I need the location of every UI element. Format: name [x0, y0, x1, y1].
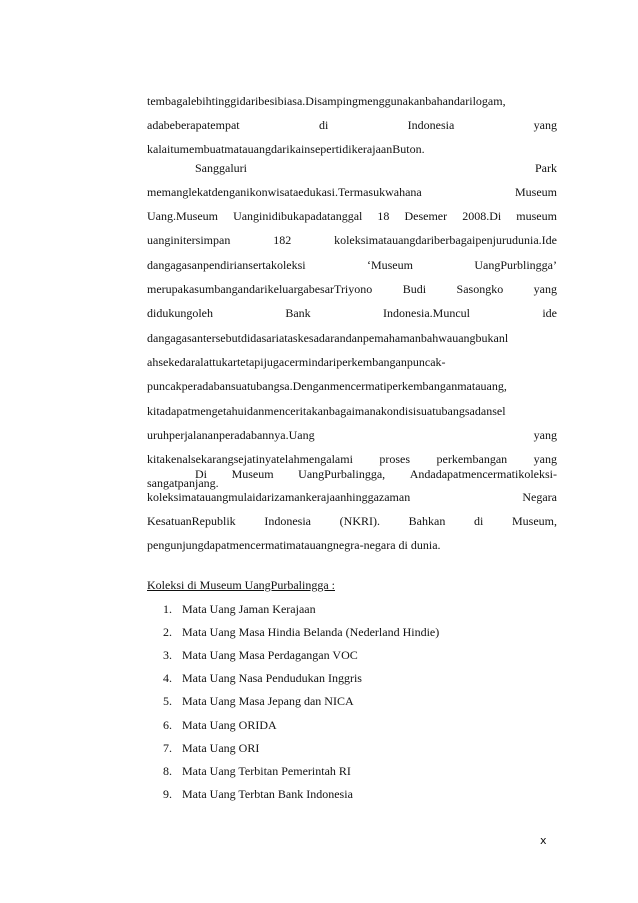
- text-word: uruhperjalananperadabannya.Uang: [147, 427, 315, 442]
- text-line: [147, 92, 557, 110]
- text-word: kalaitumembuatmatauangdarikainsepertidikerajaanButon.: [147, 141, 425, 156]
- text-word: Indonesia.Muncul: [383, 306, 470, 321]
- list-item-text: Mata Uang Masa Perdagangan VOC: [182, 647, 358, 662]
- text-word: KesatuanRepublik: [147, 513, 236, 528]
- text-line: [147, 183, 557, 201]
- text-word: Museum: [231, 466, 274, 481]
- list-item: [147, 786, 353, 804]
- list-item-text: Mata Uang Terbitan Pemerintah RI: [182, 763, 351, 778]
- text-line: [147, 305, 557, 323]
- text-word: uanginitersimpan: [147, 233, 231, 248]
- list-item: [147, 646, 358, 664]
- text-word: Di: [195, 466, 207, 481]
- text-line: [195, 159, 557, 177]
- list-item-text: Mata Uang Jaman Kerajaan: [182, 601, 316, 616]
- text-word: kitadapatmengetahuidanmenceritakanbagaimanakondisisuatubangsadansel: [147, 403, 506, 418]
- text-word: sangatpanjang.: [147, 476, 219, 491]
- list-item-text: Mata Uang Masa Jepang dan NICA: [182, 694, 354, 709]
- text-line: [147, 402, 557, 420]
- page-number: x: [540, 834, 547, 847]
- list-item: [147, 716, 277, 734]
- text-word: UangPurblingga’: [474, 257, 557, 272]
- list-item: [147, 693, 354, 711]
- text-line: [147, 378, 557, 396]
- text-word: ide: [542, 306, 557, 321]
- text-word: koleksimatauangmulaidarizamankerajaanhinggazaman: [147, 490, 411, 505]
- text-word: 18: [377, 209, 390, 224]
- list-item-number: 3.: [163, 647, 172, 662]
- list-item-text: Mata Uang Nasa Pendudukan Inggris: [182, 671, 362, 686]
- text-line: [147, 426, 557, 444]
- text-word: Museum,: [512, 513, 557, 528]
- text-word: didukungoleh: [147, 306, 213, 321]
- list-item-number: 7.: [163, 740, 172, 755]
- text-line: [147, 116, 557, 134]
- text-word: Bahkan: [408, 513, 446, 528]
- text-line: [147, 208, 557, 226]
- list-item-number: 6.: [163, 717, 172, 732]
- text-word: Sasongko: [456, 282, 504, 296]
- text-word: tembagalebihtinggidaribesibiasa.Disampingmenggunakanbahandarilogam,: [147, 93, 506, 108]
- text-word: pengunjungdapatmencermatimatauangnegra-negara di dunia.: [147, 537, 441, 552]
- text-line: [147, 281, 557, 299]
- list-item-text: Mata Uang Masa Hindia Belanda (Nederland Hindie): [182, 624, 440, 639]
- text-word: adabeberapatempat: [147, 117, 240, 132]
- text-word: Bank: [285, 306, 311, 321]
- text-word: yang: [533, 452, 557, 467]
- text-word: kitakenalsekarangsejatinyatelahmengalami: [147, 452, 353, 467]
- text-word: dangagasanpendiriansertakoleksi: [147, 257, 306, 272]
- text-word: 182: [273, 233, 292, 248]
- text-word: memanglekatdenganikonwisataedukasi.Termasukwahana: [147, 184, 422, 199]
- text-word: yang: [533, 282, 557, 296]
- text-word: di: [318, 117, 329, 132]
- list-item-number: 5.: [163, 694, 172, 709]
- text-line: [147, 512, 557, 530]
- text-word: dangagasantersebutdidasariataskesadarandanpemahamanbahwauangbukanl: [147, 330, 509, 345]
- text-word: perkembangan: [436, 452, 508, 467]
- text-word: puncakperadabansuatubangsa.Denganmencermatiperkembanganmatauang,: [147, 379, 507, 394]
- list-item-number: 9.: [163, 787, 172, 802]
- text-word: koleksimatauangdariberbagaipenjurudunia.Ide: [334, 233, 557, 248]
- text-line: [147, 140, 557, 158]
- text-word: yang: [533, 427, 557, 442]
- text-line: [147, 536, 557, 554]
- text-word: di: [473, 513, 484, 528]
- text-word: UangPurbalingga,: [298, 466, 386, 481]
- list-item: [147, 623, 439, 641]
- text-word: Indonesia: [264, 513, 311, 528]
- text-word: Budi: [402, 282, 427, 296]
- text-word: merupakasumbangandarikeluargabesarTriyono: [147, 282, 373, 296]
- text-word: Uang.Museum: [147, 209, 218, 224]
- list-item-text: Mata Uang ORI: [182, 740, 260, 755]
- text-word: yang: [533, 117, 557, 132]
- text-line: [147, 232, 557, 250]
- text-word: (NKRI).: [339, 513, 380, 528]
- collection-heading: Koleksi di Museum UangPurbalingga :: [147, 577, 335, 592]
- list-item-number: 1.: [163, 601, 172, 616]
- text-line: [147, 353, 557, 371]
- list-item: [147, 670, 362, 688]
- text-word: proses: [379, 452, 411, 467]
- list-item-number: 4.: [163, 671, 172, 686]
- text-word: ahsekedaralattukartetapijugacermindariperkembanganpuncak-: [147, 354, 446, 369]
- list-item-number: 2.: [163, 624, 172, 639]
- text-word: museum: [516, 209, 557, 224]
- text-line: [147, 489, 557, 507]
- list-item-text: Mata Uang ORIDA: [182, 717, 277, 732]
- list-item: [147, 600, 316, 618]
- text-word: Negara: [522, 490, 557, 505]
- text-word: Museum: [515, 184, 557, 199]
- text-line: [147, 329, 557, 347]
- text-line: [195, 465, 557, 483]
- text-word: Park: [535, 160, 557, 175]
- text-word: 2008.Di: [462, 209, 502, 224]
- list-item-text: Mata Uang Terbtan Bank Indonesia: [182, 787, 353, 802]
- text-word: Indonesia: [407, 117, 455, 132]
- text-word: Andadapatmencermatikoleksi-: [409, 466, 557, 481]
- text-word: Sanggaluri: [195, 160, 247, 175]
- text-word: Uanginidibukapadatanggal: [233, 209, 363, 224]
- text-word: Desemer: [404, 209, 448, 224]
- list-item: [147, 762, 351, 780]
- text-word: ‘Museum: [366, 257, 413, 272]
- text-line: [147, 256, 557, 274]
- list-item: [147, 739, 259, 757]
- list-item-number: 8.: [163, 763, 172, 778]
